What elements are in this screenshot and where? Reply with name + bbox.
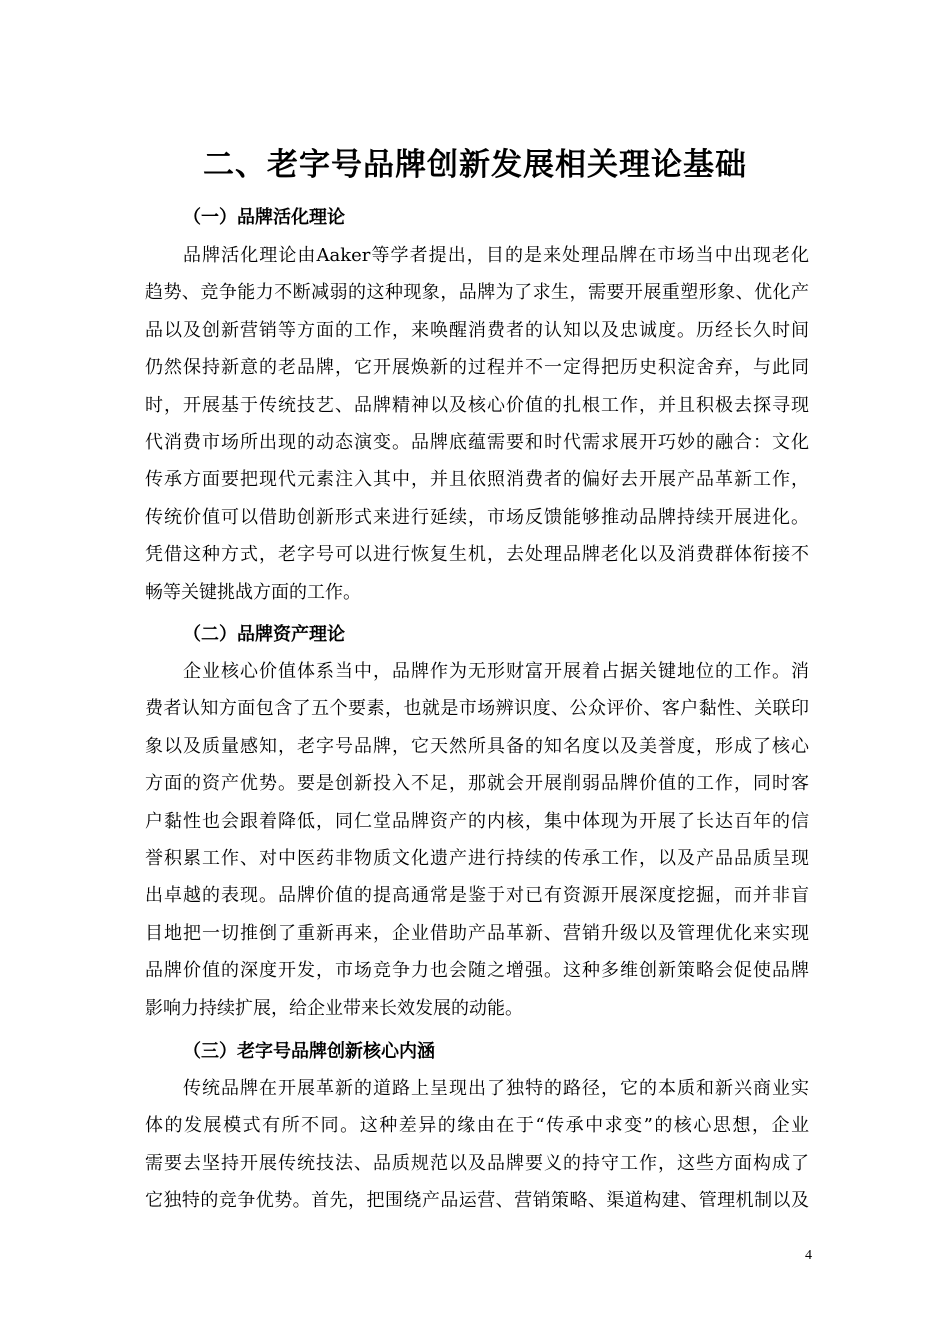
text-line: 品牌价值的深度开发，市场竞争力也会随之增强。这种多维创新策略会促使品牌 bbox=[145, 960, 809, 982]
text-line: 传统价值可以借助创新形式来进行延续，市场反馈能够推动品牌持续开展进化。 bbox=[145, 506, 809, 528]
chapter-title: 二、老字号品牌创新发展相关理论基础 bbox=[203, 147, 747, 183]
text-line: 品以及创新营销等方面的工作，来唤醒消费者的认知以及忠诚度。历经长久时间 bbox=[145, 319, 809, 341]
section-2-paragraph bbox=[145, 653, 809, 1027]
text-line: 企业核心价值体系当中，品牌作为无形财富开展着占据关键地位的工作。消 bbox=[183, 661, 809, 682]
text-line: 代消费市场所出现的动态演变。品牌底蕴需要和时代需求展开巧妙的融合：文化 bbox=[145, 432, 809, 454]
text-line: 传统品牌在开展革新的道路上呈现出了独特的路径，它的本质和新兴商业实 bbox=[183, 1078, 809, 1099]
text-line: 它独特的竞争优势。首先，把围绕产品运营、营销策略、渠道构建、管理机制以及 bbox=[145, 1190, 809, 1212]
text-line: 趋势、竞争能力不断减弱的这种现象，品牌为了求生，需要开展重塑形象、优化产 bbox=[145, 282, 809, 304]
text-line: 凭借这种方式，老字号可以进行恢复生机，去处理品牌老化以及消费群体衔接不 bbox=[145, 544, 809, 566]
text-line: 目地把一切推倒了重新再来，企业借助产品革新、营销升级以及管理优化来实现 bbox=[145, 922, 809, 944]
section-heading-1: （一）品牌活化理论 bbox=[183, 207, 345, 228]
text-line: 誉积累工作、对中医药非物质文化遗产进行持续的传承工作，以及产品品质呈现 bbox=[145, 848, 809, 870]
text-line: 时，开展基于传统技艺、品牌精神以及核心价值的扎根工作，并且积极去探寻现 bbox=[145, 394, 809, 416]
text-line: 象以及质量感知，老字号品牌，它天然所具备的知名度以及美誉度，形成了核心 bbox=[145, 735, 809, 757]
text-line: 出卓越的表现。品牌价值的提高通常是鉴于对已有资源开展深度挖掘，而并非盲 bbox=[145, 885, 809, 907]
section-1-paragraph bbox=[145, 237, 809, 611]
text-line: 需要去坚持开展传统技法、品质规范以及品牌要义的持守工作，这些方面构成了 bbox=[145, 1152, 809, 1174]
section-heading-2: （二）品牌资产理论 bbox=[183, 624, 345, 645]
text-line: 品牌活化理论由Aaker等学者提出，目的是来处理品牌在市场当中出现老化 bbox=[183, 245, 809, 266]
text-line: 费者认知方面包含了五个要素，也就是市场辨识度、公众评价、客户黏性、关联印 bbox=[145, 698, 809, 720]
text-line: 畅等关键挑战方面的工作。 bbox=[145, 581, 361, 603]
text-line: 影响力持续扩展，给企业带来长效发展的动能。 bbox=[145, 997, 523, 1019]
text-line: 仍然保持新意的老品牌，它开展焕新的过程并不一定得把历史积淀舍弃，与此同 bbox=[145, 357, 809, 379]
text-line: 体的发展模式有所不同。这种差异的缘由在于“传承中求变”的核心思想，企业 bbox=[145, 1115, 809, 1137]
page-number: 4 bbox=[805, 1248, 812, 1263]
section-3-paragraph bbox=[145, 1070, 809, 1220]
text-line: 传承方面要把现代元素注入其中，并且依照消费者的偏好去开展产品革新工作， bbox=[145, 469, 809, 491]
text-line: 方面的资产优势。要是创新投入不足，那就会开展削弱品牌价值的工作，同时客 bbox=[145, 773, 809, 795]
text-line: 户黏性也会跟着降低，同仁堂品牌资产的内核，集中体现为开展了长达百年的信 bbox=[145, 810, 809, 832]
section-heading-3: （三）老字号品牌创新核心内涵 bbox=[183, 1041, 435, 1062]
